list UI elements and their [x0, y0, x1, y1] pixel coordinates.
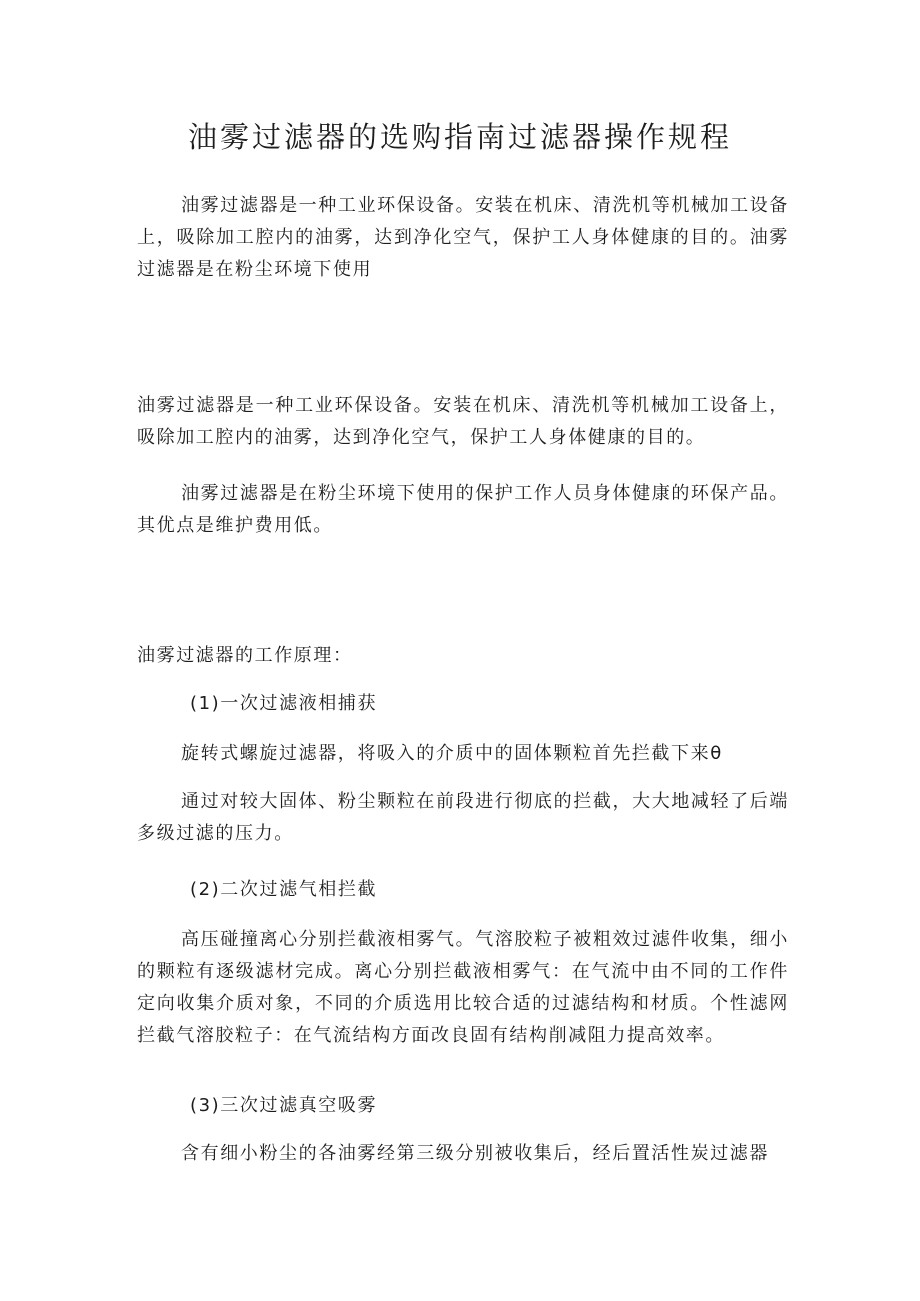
- paragraph-stage-2: 高压碰撞离心分别拦截液相雾气。气溶胶粒子被粗效过滤件收集，细小的颗粒有逐级滤材完成。离心分别拦截液相雾气：在气流中由不同的工作件定向收集介质对象，不同的介质选用比较合适的过滤结构和材质。个性滤网拦截气溶胶粒子：在气流结构方面改良固有结构削减阻力提高效率。: [137, 929, 789, 1046]
- section-heading-3: (3)三次过滤真空吸雾: [190, 1095, 378, 1116]
- paragraph-stage-1-detail: 通过对较大固体、粉尘颗粒在前段进行彻底的拦截，大大地减轻了后端多级过滤的压力。: [137, 791, 789, 844]
- document-title: 油雾过滤器的选购指南过滤器操作规程: [187, 120, 732, 154]
- paragraph-principle-heading: 油雾过滤器的工作原理：: [137, 645, 353, 666]
- paragraph-description: 油雾过滤器是一种工业环保设备。安装在机床、清洗机等机械加工设备上，吸除加工腔内的油雾，达到净化空气，保护工人身体健康的目的。: [137, 395, 789, 448]
- paragraph-stage-3: 含有细小粉尘的各油雾经第三级分别被收集后，经后置活性炭过滤器: [181, 1143, 769, 1164]
- paragraph-stage-1: 旋转式螺旋过滤器，将吸入的介质中的固体颗粒首先拦截下来θ: [181, 743, 723, 764]
- paragraph-advantage: 油雾过滤器是在粉尘环境下使用的保护工作人员身体健康的环保产品。其优点是维护费用低。: [137, 483, 789, 536]
- paragraph-intro: 油雾过滤器是一种工业环保设备。安装在机床、清洗机等机械加工设备上，吸除加工腔内的油雾，达到净化空气，保护工人身体健康的目的。油雾过滤器是在粉尘环境下使用: [137, 195, 789, 280]
- section-heading-2: (2)二次过滤气相拦截: [190, 879, 378, 900]
- section-heading-1: (1)一次过滤液相捕获: [190, 693, 378, 714]
